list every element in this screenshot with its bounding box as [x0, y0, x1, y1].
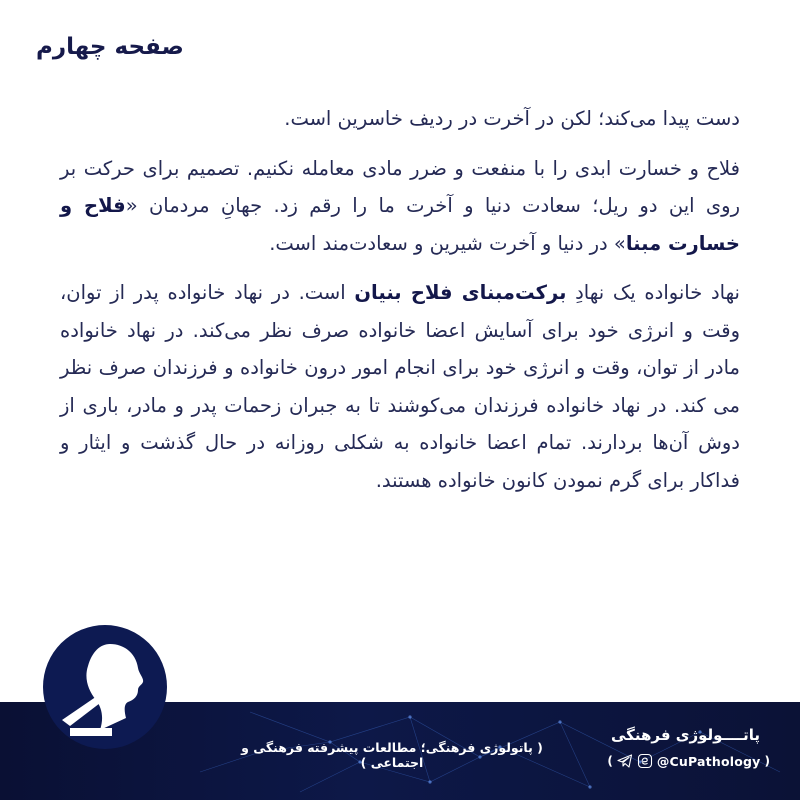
paragraph-1-text: دست پیدا می‌کند؛ لکن در آخرت در ردیف خاسرین است. — [284, 107, 740, 130]
eitaa-icon — [637, 753, 653, 769]
brand-name: پاتــــولوژی فرهنگی — [610, 726, 760, 744]
paragraph-3 — [60, 274, 740, 499]
paragraph-2-bold: فلاح و خسارت مبنا — [60, 194, 740, 255]
paragraph-3-bold: برکت‌مبنای فلاح بنیان — [354, 281, 567, 304]
open-paren: ( — [607, 754, 613, 768]
paragraph-2-text-a: فلاح و خسارت ابدی را با منفعت و ضرر مادی معامله نکنیم. تصمیم برای حرکت بر روی این دو ریل؛ سعادت دنیا و آخرت ما را رقم زد. جهانِ مردمان « — [60, 156, 740, 217]
paragraph-1 — [60, 100, 740, 138]
paragraph-3-text-a: نهاد خانواده یک نهادِ — [566, 281, 740, 304]
footer-subtitle: ( پاتولوژی فرهنگی؛ مطالعات پیشرفته فرهنگی و اجتماعی ) — [241, 740, 543, 770]
paragraph-2 — [60, 150, 740, 263]
page-title: صفحه چهارم — [36, 34, 184, 60]
paragraph-3-text-b: است. در نهاد خانواده پدر از توان، وقت و انرژی خود برای آسایش اعضا خانواده صرف نظر می‌کند. در نهاد خانواده مادر از توان، وقت و انرژی خود برای انجام امور درون خانواده و فرزندان صرف نظر می کند. در نهاد خانواده فرزندان می‌کوشند تا به جبران زحمات پدر و مادر، باری از دوش آن‌ها بردارند. تمام اعضا خانواده به شکلی روزانه در حال گذشت و ایثار و فداکار برای گرم نمودن کانون خانواده هستند. — [60, 281, 740, 492]
channel-handle-row[interactable] — [598, 752, 770, 770]
channel-handle[interactable]: @CuPathology — [656, 753, 761, 769]
telegram-icon — [617, 753, 633, 769]
close-paren: ) — [764, 754, 770, 768]
paragraph-2-text-b: » در دنیا و آخرت شیرین و سعادت‌مند است. — [269, 231, 626, 255]
logo-icon — [40, 622, 170, 752]
article-body — [60, 100, 740, 499]
